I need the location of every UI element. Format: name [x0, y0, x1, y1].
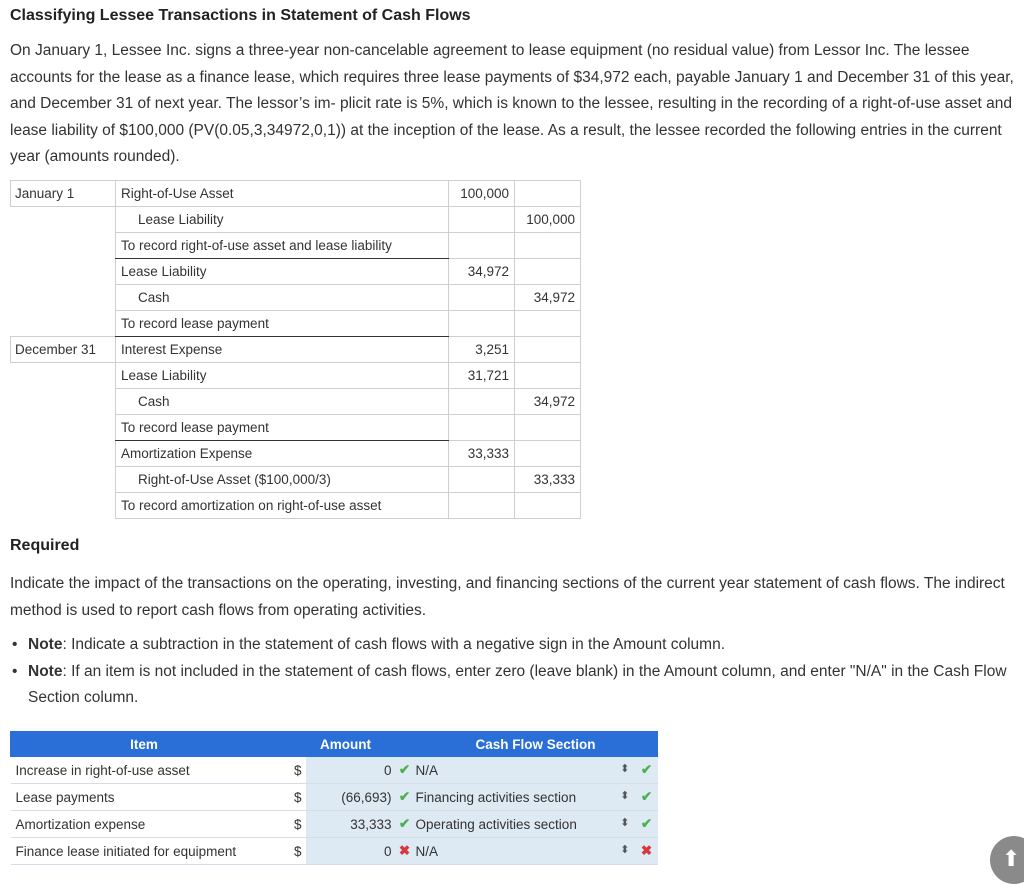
- item-label: Finance lease initiated for equipment: [11, 838, 278, 865]
- checkmark-icon: ✔: [396, 811, 414, 838]
- entry-date: [11, 389, 116, 415]
- account-name: Cash: [116, 285, 449, 311]
- debit-amount: [449, 233, 515, 259]
- credit-amount: 34,972: [515, 285, 581, 311]
- journal-row: [11, 207, 581, 233]
- debit-amount: 33,333: [449, 441, 515, 467]
- credit-amount: [515, 441, 581, 467]
- journal-row: [11, 493, 581, 519]
- credit-amount: [515, 181, 581, 207]
- x-icon: ✖: [636, 838, 658, 865]
- account-name: Lease Liability: [116, 207, 449, 233]
- debit-amount: [449, 467, 515, 493]
- page-title: Classifying Lessee Transactions in Statement of Cash Flows: [10, 7, 471, 24]
- debit-amount: [449, 389, 515, 415]
- select-arrows-icon: ⬍: [620, 789, 630, 802]
- checkmark-icon: ✔: [636, 784, 658, 811]
- item-label: Amortization expense: [11, 811, 278, 838]
- checkmark-icon: ✔: [396, 784, 414, 811]
- journal-entries-table: [10, 180, 581, 519]
- journal-row: [11, 285, 581, 311]
- account-name: Right-of-Use Asset: [116, 181, 449, 207]
- account-name: To record amortization on right-of-use asset: [116, 493, 449, 519]
- account-name: To record lease payment: [116, 311, 449, 337]
- debit-amount: 34,972: [449, 259, 515, 285]
- debit-amount: 31,721: [449, 363, 515, 389]
- answer-row: [11, 757, 658, 784]
- checkmark-icon: ✔: [396, 757, 414, 784]
- credit-amount: 100,000: [515, 207, 581, 233]
- currency-symbol: $: [278, 784, 306, 811]
- scroll-to-top-button[interactable]: [990, 836, 1024, 884]
- currency-symbol: $: [278, 757, 306, 784]
- debit-amount: 3,251: [449, 337, 515, 363]
- account-name: Amortization Expense: [116, 441, 449, 467]
- currency-symbol: $: [278, 838, 306, 865]
- checkmark-icon: ✔: [636, 757, 658, 784]
- answer-row: [11, 784, 658, 811]
- journal-row: [11, 259, 581, 285]
- section-column-header: Cash Flow Section: [414, 732, 658, 757]
- credit-amount: 34,972: [515, 389, 581, 415]
- credit-amount: [515, 311, 581, 337]
- credit-amount: [515, 233, 581, 259]
- entry-date: January 1: [11, 181, 116, 207]
- debit-amount: [449, 285, 515, 311]
- entry-date: [11, 493, 116, 519]
- cash-flow-answer-table: [10, 731, 658, 865]
- problem-description: On January 1, Lessee Inc. signs a three-year non-cancelable agreement to lease equipment (no residual value) from Lessor Inc. The lessee accounts for the lease as a finance lease, which requires three lease payments of $34,972 each, payable January 1 and December 31 of this year, and December 31 of next year. The lessor’s im- plicit rate is 5%, which is known to the lessee, resulting in the recording of a right-of-use asset and lease liability of $100,000 (PV(0.05,3,34972,0,1)) at the inception of the lease. As a result, the lessee recorded the following entries in the current year (amounts rounded).: [10, 42, 1014, 165]
- select-arrows-icon: ⬍: [620, 762, 630, 775]
- account-name: Lease Liability: [116, 363, 449, 389]
- journal-row: [11, 181, 581, 207]
- entry-date: [11, 467, 116, 493]
- journal-row: [11, 363, 581, 389]
- answer-row: [11, 811, 658, 838]
- cash-flow-section-select[interactable]: N/A ⬍: [414, 757, 636, 784]
- required-instructions: Indicate the impact of the transactions on the operating, investing, and financing sections of the current year statement of cash flows. The indirect method is used to report cash flows from operating activities.: [10, 575, 1005, 619]
- x-icon: ✖: [396, 838, 414, 865]
- account-name: Right-of-Use Asset ($100,000/3): [116, 467, 449, 493]
- journal-row: [11, 467, 581, 493]
- debit-amount: [449, 415, 515, 441]
- credit-amount: [515, 363, 581, 389]
- select-arrows-icon: ⬍: [620, 843, 630, 856]
- entry-date: [11, 207, 116, 233]
- checkmark-icon: ✔: [636, 811, 658, 838]
- amount-input[interactable]: 33,333: [306, 811, 396, 838]
- arrow-up-icon: ⬆: [1002, 847, 1021, 872]
- currency-symbol: $: [278, 811, 306, 838]
- amount-input[interactable]: 0: [306, 838, 396, 865]
- journal-row: [11, 441, 581, 467]
- credit-amount: 33,333: [515, 467, 581, 493]
- account-name: Interest Expense: [116, 337, 449, 363]
- entry-date: [11, 259, 116, 285]
- entry-date: December 31: [11, 337, 116, 363]
- credit-amount: [515, 415, 581, 441]
- amount-input[interactable]: 0: [306, 757, 396, 784]
- account-name: To record right-of-use asset and lease liability: [116, 233, 449, 259]
- note-item: • Note: If an item is not included in the statement of cash flows, enter zero (leave blank) in the Amount column, and enter "N/A" in the Cash Flow Section column.: [12, 662, 1007, 706]
- debit-amount: 100,000: [449, 181, 515, 207]
- entry-date: [11, 441, 116, 467]
- account-name: To record lease payment: [116, 415, 449, 441]
- credit-amount: [515, 259, 581, 285]
- journal-row: [11, 337, 581, 363]
- notes-list: [10, 632, 1022, 712]
- amount-input[interactable]: (66,693): [306, 784, 396, 811]
- required-heading: Required: [10, 537, 80, 554]
- debit-amount: [449, 207, 515, 233]
- entry-date: [11, 363, 116, 389]
- cash-flow-section-select[interactable]: Operating activities section ⬍: [414, 811, 636, 838]
- journal-row: [11, 389, 581, 415]
- item-label: Increase in right-of-use asset: [11, 757, 278, 784]
- select-arrows-icon: ⬍: [620, 816, 630, 829]
- credit-amount: [515, 493, 581, 519]
- amount-column-header: Amount: [278, 732, 414, 757]
- debit-amount: [449, 311, 515, 337]
- journal-row: [11, 233, 581, 259]
- journal-row: [11, 311, 581, 337]
- item-column-header: Item: [11, 732, 278, 757]
- debit-amount: [449, 493, 515, 519]
- cash-flow-section-select[interactable]: N/A ⬍: [414, 838, 636, 865]
- cash-flow-section-select[interactable]: Financing activities section ⬍: [414, 784, 636, 811]
- answer-row: [11, 838, 658, 865]
- entry-date: [11, 285, 116, 311]
- journal-row: [11, 415, 581, 441]
- account-name: Cash: [116, 389, 449, 415]
- entry-date: [11, 415, 116, 441]
- item-label: Lease payments: [11, 784, 278, 811]
- entry-date: [11, 233, 116, 259]
- credit-amount: [515, 337, 581, 363]
- note-item: • Note: Indicate a subtraction in the statement of cash flows with a negative sign in the Amount column.: [12, 636, 726, 653]
- entry-date: [11, 311, 116, 337]
- account-name: Lease Liability: [116, 259, 449, 285]
